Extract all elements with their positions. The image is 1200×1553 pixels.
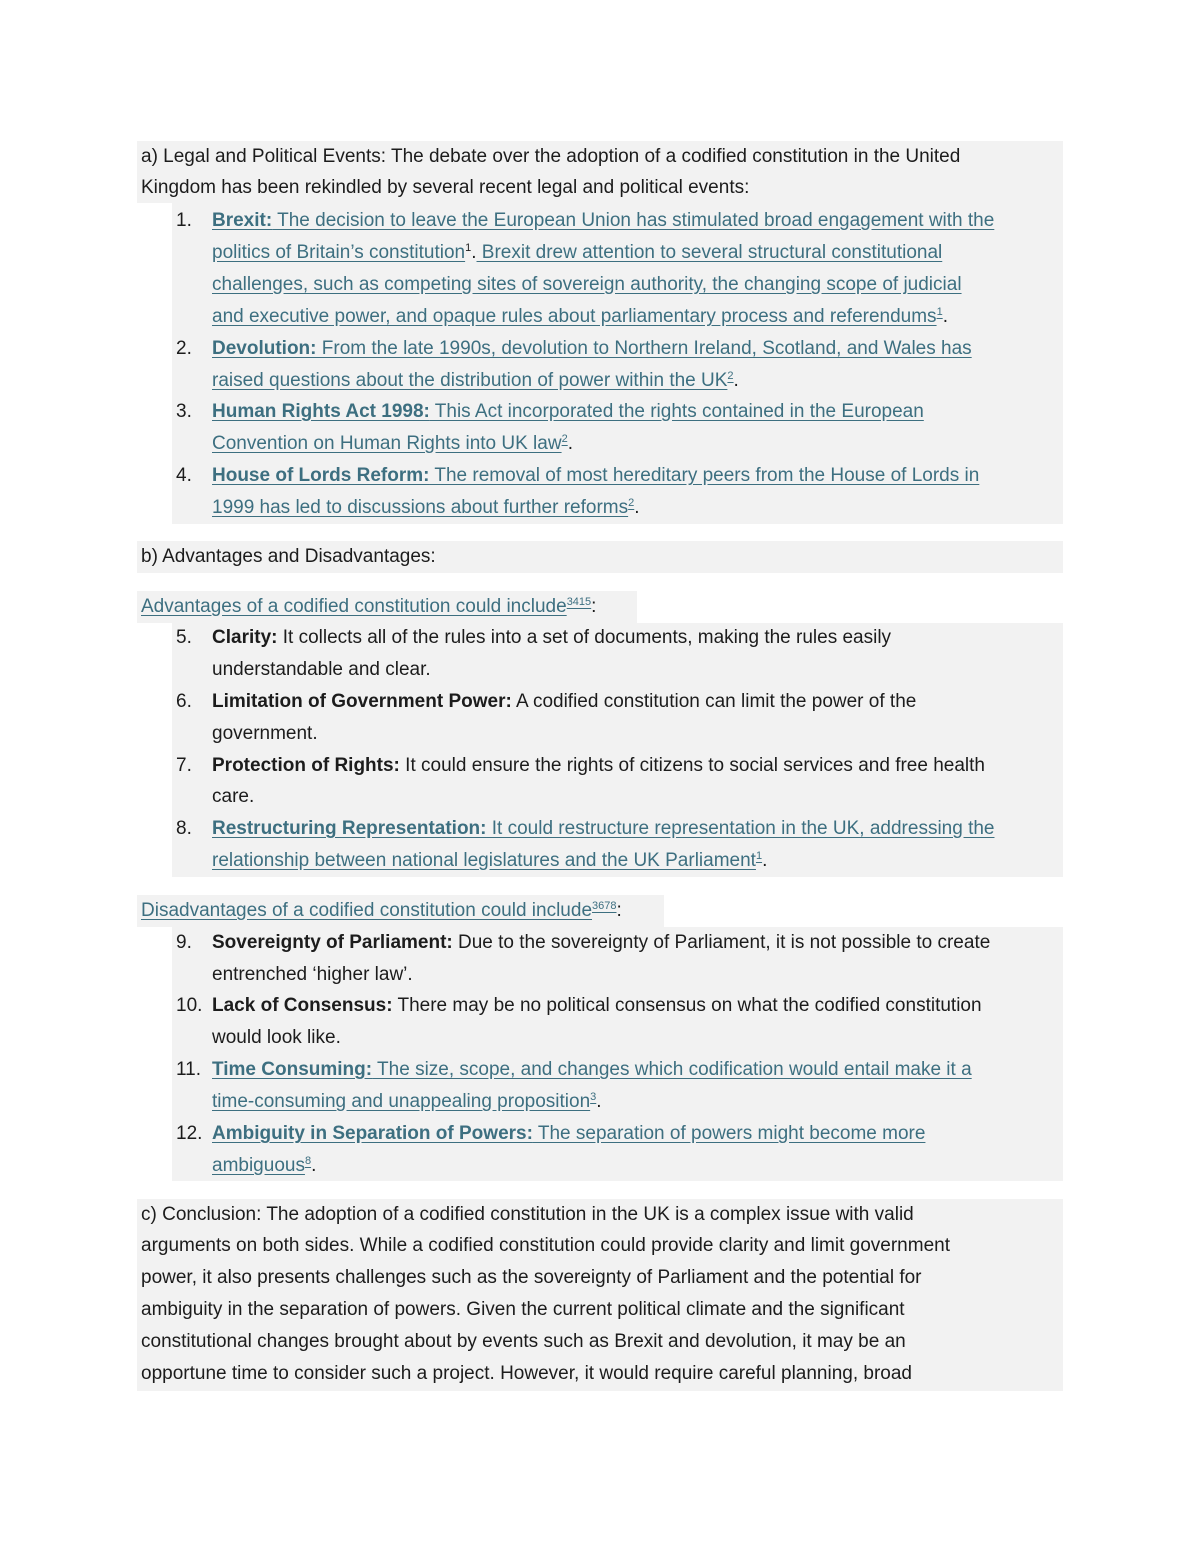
footnote-ref[interactable]: 1	[465, 242, 472, 254]
list-number: 7.	[176, 755, 192, 776]
list-item-ambiguity-line-1[interactable]	[212, 1120, 925, 1148]
list-item-sovereignty-line-2: entrenched ‘higher law’.	[212, 964, 413, 985]
list-item-devolution-line-2[interactable]	[212, 367, 739, 395]
footnote-ref[interactable]: 3415	[566, 596, 592, 608]
link-text[interactable]: relationship between national legislatures and the UK Parliament	[212, 850, 756, 871]
link-text[interactable]: challenges, such as competing sites of sovereign authority, the changing scope of judicial	[212, 274, 962, 295]
link-text[interactable]: The size, scope, and changes which codification would entail make it a	[372, 1059, 972, 1080]
list-item-brexit-line-3[interactable]	[212, 271, 962, 299]
list-item-human-rights-line-2[interactable]	[212, 430, 573, 458]
body-text: There may be no political consensus on what the codified constitution	[392, 995, 982, 1016]
punctuation: .	[471, 242, 477, 263]
conclusion-line-4: ambiguity in the separation of powers. Given the current political climate and the significant	[141, 1299, 905, 1320]
list-number: 9.	[176, 932, 192, 953]
list-number: 12.	[176, 1123, 203, 1144]
footnote-ref[interactable]: 2	[561, 433, 568, 445]
list-item-brexit-line-2[interactable]	[212, 239, 942, 267]
link-text[interactable]: This Act incorporated the rights contained in the European	[429, 401, 924, 422]
list-item-clarity-line-2: understandable and clear.	[212, 659, 431, 680]
list-number: 11.	[176, 1059, 202, 1080]
list-item-term[interactable]: House of Lords Reform:	[212, 465, 430, 486]
link-text[interactable]: The decision to leave the European Union has stimulated broad engagement with the	[272, 210, 995, 231]
link-text[interactable]: From the late 1990s, devolution to Northern Ireland, Scotland, and Wales has	[316, 338, 972, 359]
list-item-human-rights-line-1[interactable]	[212, 398, 924, 426]
link-text[interactable]: time-consuming and unappealing proposition	[212, 1091, 591, 1112]
list-item-limitation-line-2: government.	[212, 723, 318, 744]
body-text: A codified constitution can limit the power of the	[511, 691, 917, 712]
footnote-ref[interactable]: 3	[590, 1091, 597, 1103]
link-text[interactable]: Advantages of a codified constitution could include	[141, 596, 567, 617]
advantages-heading[interactable]	[141, 593, 596, 621]
footnote-ref[interactable]: 2	[628, 497, 635, 509]
conclusion-line-1: c) Conclusion: The adoption of a codified constitution in the UK is a complex issue with valid	[141, 1204, 914, 1225]
list-item-term: Clarity:	[212, 627, 278, 648]
list-item-devolution-line-1[interactable]	[212, 335, 972, 363]
list-item-time-consuming-line-2[interactable]	[212, 1088, 602, 1116]
list-number: 1.	[176, 210, 192, 231]
punctuation: .	[634, 497, 640, 518]
punctuation: .	[567, 433, 573, 454]
list-item-restructuring-line-1[interactable]	[212, 815, 994, 843]
punctuation: .	[762, 850, 768, 871]
list-item-restructuring-line-2[interactable]	[212, 847, 767, 875]
footnote-ref[interactable]: 8	[304, 1155, 312, 1167]
list-number: 3.	[176, 401, 192, 422]
list-item-brexit-line-4[interactable]	[212, 303, 948, 331]
conclusion-line-2: arguments on both sides. While a codified constitution could provide clarity and limit government	[141, 1235, 950, 1256]
disadvantages-heading[interactable]	[141, 897, 622, 925]
list-item-term[interactable]: Devolution:	[212, 338, 317, 359]
list-number: 8.	[176, 818, 192, 839]
list-item-term: Limitation of Government Power:	[212, 691, 512, 712]
list-item-consensus-line-1	[212, 992, 982, 1020]
list-number: 2.	[176, 338, 192, 359]
list-item-protection-line-1	[212, 752, 985, 780]
list-item-term: Sovereignty of Parliament:	[212, 932, 453, 953]
list-item-term[interactable]: Brexit:	[212, 210, 273, 231]
list-item-term: Protection of Rights:	[212, 755, 400, 776]
footnote-ref[interactable]: 1	[755, 850, 763, 862]
link-text[interactable]: The removal of most hereditary peers from the House of Lords in	[429, 465, 980, 486]
section-b-heading: b) Advantages and Disadvantages:	[141, 546, 436, 567]
list-item-sovereignty-line-1	[212, 929, 990, 957]
body-text: It could ensure the rights of citizens to social services and free health	[399, 755, 985, 776]
list-item-consensus-line-2: would look like.	[212, 1027, 341, 1048]
list-item-term[interactable]: Time Consuming:	[212, 1059, 373, 1080]
footnote-ref[interactable]: 1	[936, 306, 943, 318]
list-item-term: Lack of Consensus:	[212, 995, 393, 1016]
list-item-term[interactable]: Ambiguity in Separation of Powers:	[212, 1123, 533, 1144]
link-text[interactable]: raised questions about the distribution of power within the UK	[212, 370, 728, 391]
punctuation: .	[596, 1091, 602, 1112]
conclusion-line-5: constitutional changes brought about by events such as Brexit and devolution, it may be an	[141, 1331, 906, 1352]
list-number: 10.	[176, 995, 203, 1016]
link-text[interactable]: ambiguous	[212, 1155, 305, 1176]
footnote-ref[interactable]: 2	[727, 370, 734, 382]
footnote-ref[interactable]: 3678	[592, 900, 617, 912]
list-number: 4.	[176, 465, 192, 486]
link-text[interactable]: Brexit drew attention to several structural constitutional	[476, 242, 943, 263]
section-a-intro-line-2: Kingdom has been rekindled by several recent legal and political events:	[141, 177, 750, 198]
link-text[interactable]: 1999 has led to discussions about further reforms	[212, 497, 629, 518]
list-item-time-consuming-line-1[interactable]	[212, 1056, 972, 1084]
list-item-limitation-line-1	[212, 688, 916, 716]
punctuation: .	[733, 370, 739, 391]
conclusion-line-3: power, it also presents challenges such as the sovereignty of Parliament and the potential for	[141, 1267, 922, 1288]
list-number: 5.	[176, 627, 192, 648]
punctuation: :	[616, 900, 622, 921]
conclusion-line-6: opportune time to consider such a project. However, it would require careful planning, broad	[141, 1363, 912, 1384]
body-text: Due to the sovereignty of Parliament, it is not possible to create	[452, 932, 991, 953]
list-item-protection-line-2: care.	[212, 786, 255, 807]
list-item-term[interactable]: Restructuring Representation:	[212, 818, 487, 839]
link-text[interactable]: Convention on Human Rights into UK law	[212, 433, 562, 454]
list-item-brexit-line-1[interactable]	[212, 207, 994, 235]
punctuation: .	[942, 306, 948, 327]
punctuation: .	[311, 1155, 317, 1176]
list-item-clarity-line-1	[212, 624, 891, 652]
list-item-lords-reform-line-2[interactable]	[212, 494, 640, 522]
list-number: 6.	[176, 691, 192, 712]
link-text[interactable]: and executive power, and opaque rules about parliamentary process and referendums	[212, 306, 937, 327]
body-text: It collects all of the rules into a set of documents, making the rules easily	[277, 627, 892, 648]
list-item-term[interactable]: Human Rights Act 1998:	[212, 401, 430, 422]
section-a-intro-line-1: a) Legal and Political Events: The debate over the adoption of a codified constitution in the United	[141, 146, 961, 167]
link-text[interactable]: It could restructure representation in the UK, addressing the	[486, 818, 995, 839]
punctuation: :	[591, 596, 597, 617]
link-text[interactable]: Disadvantages of a codified constitution could include	[141, 900, 593, 921]
list-item-ambiguity-line-2[interactable]	[212, 1152, 316, 1180]
link-text[interactable]: politics of Britain’s constitution	[212, 242, 466, 263]
link-text[interactable]: The separation of powers might become more	[532, 1123, 926, 1144]
list-item-lords-reform-line-1[interactable]	[212, 462, 979, 490]
